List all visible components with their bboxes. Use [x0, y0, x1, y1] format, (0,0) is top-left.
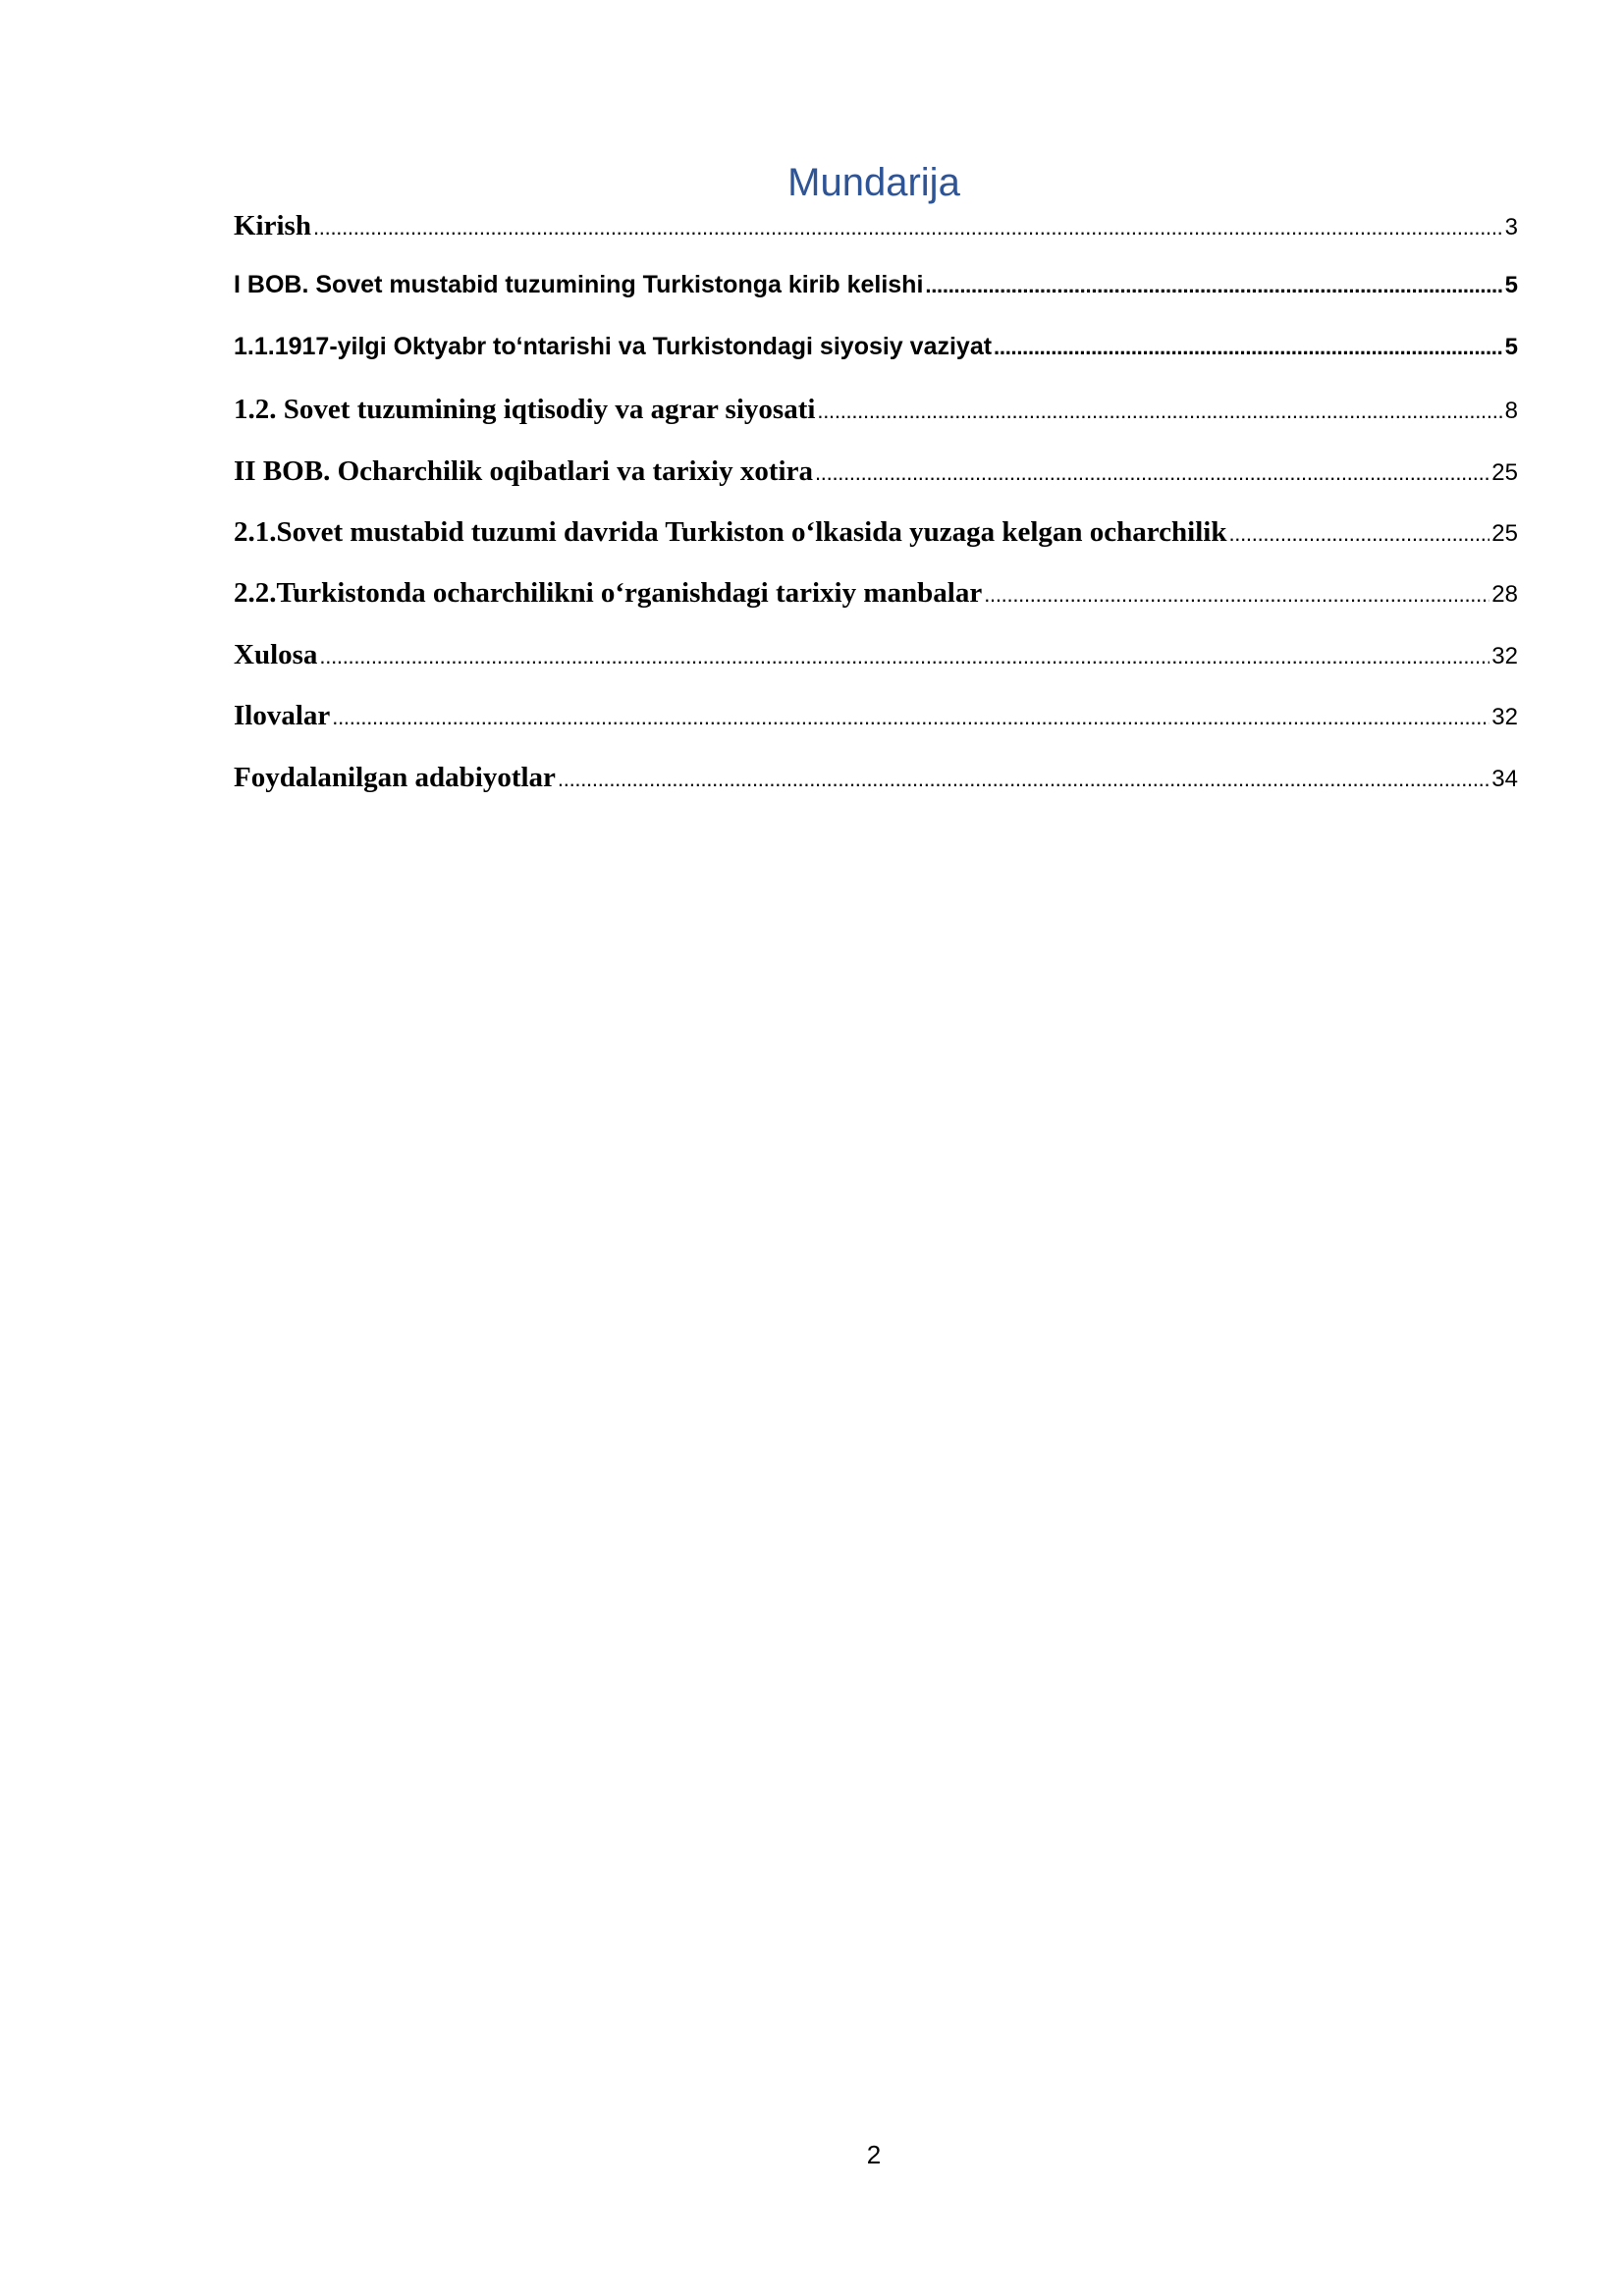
toc-entry-page: 34 [1491, 765, 1518, 792]
table-of-contents [234, 210, 1518, 823]
toc-entry-section-2-2[interactable] [234, 577, 1518, 638]
toc-entry-chapter-2[interactable] [234, 455, 1518, 516]
page-title: Mundarija [787, 161, 960, 204]
toc-entry-label: 2.1.Sovet mustabid tuzumi davrida Turkiston o‘lkasida yuzaga kelgan ocharchilik [234, 515, 1227, 548]
toc-dot-leader [925, 273, 1502, 298]
toc-dot-leader [817, 399, 1502, 424]
toc-entry-page: 25 [1491, 458, 1518, 486]
toc-entry-adabiyotlar[interactable] [234, 762, 1518, 823]
toc-entry-label: II BOB. Ocharchilik oqibatlari va tarixiy xotira [234, 454, 813, 487]
toc-entry-ilovalar[interactable] [234, 700, 1518, 761]
toc-dot-leader [994, 335, 1503, 360]
toc-entry-xulosa[interactable] [234, 639, 1518, 700]
toc-entry-label: Foydalanilgan adabiyotlar [234, 761, 556, 793]
toc-entry-label: I BOB. Sovet mustabid tuzumining Turkistonga kirib kelishi [234, 271, 924, 299]
toc-entry-page: 32 [1491, 642, 1518, 669]
toc-entry-kirish[interactable] [234, 210, 1518, 271]
toc-entry-page: 25 [1491, 519, 1518, 547]
toc-dot-leader [319, 644, 1489, 669]
toc-dot-leader [332, 705, 1489, 730]
toc-dot-leader [558, 767, 1489, 792]
toc-dot-leader [984, 582, 1489, 608]
toc-entry-label: 2.2.Turkistonda ocharchilikni o‘rganishdagi tarixiy manbalar [234, 577, 983, 610]
toc-entry-section-1-2[interactable] [234, 394, 1518, 454]
toc-entry-page: 8 [1504, 398, 1518, 425]
toc-entry-section-1-1[interactable] [234, 333, 1518, 394]
toc-entry-chapter-1[interactable] [234, 271, 1518, 332]
toc-entry-label: 1.2. Sovet tuzumining iqtisodiy va agrar siyosati [234, 394, 816, 426]
toc-entry-page: 5 [1504, 272, 1518, 299]
toc-entry-page: 32 [1491, 704, 1518, 731]
toc-entry-label: 1.1.1917-yilgi Oktyabr to‘ntarishi va Turkistondagi siyosiy vaziyat [234, 332, 993, 360]
page-number: 2 [866, 2140, 882, 2169]
toc-entry-label: Ilovalar [234, 700, 331, 732]
toc-entry-label: Xulosa [234, 638, 318, 670]
toc-entry-label: Kirish [234, 210, 311, 241]
toc-dot-leader [815, 460, 1489, 486]
toc-dot-leader [313, 215, 1503, 240]
toc-entry-page: 28 [1491, 581, 1518, 609]
toc-entry-page: 5 [1504, 333, 1518, 360]
toc-entry-page: 3 [1504, 214, 1518, 240]
toc-entry-section-2-1[interactable] [234, 516, 1518, 577]
toc-dot-leader [1228, 521, 1489, 547]
